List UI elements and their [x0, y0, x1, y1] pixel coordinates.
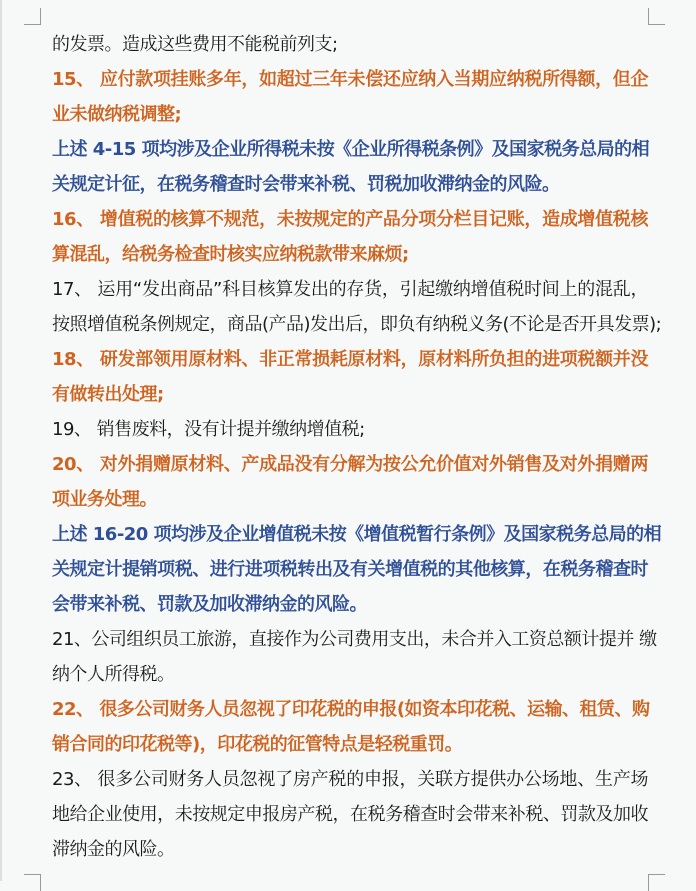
text-line: 22、 很多公司财务人员忽视了印花税的申报(如资本印花税、运输、租赁、购	[52, 699, 650, 720]
paragraph-normal	[52, 272, 662, 342]
paragraph-orange	[52, 447, 648, 517]
text-line: 算混乱，给税务检查时核实应纳税款带来麻烦;	[52, 244, 409, 265]
paragraph-normal	[52, 762, 648, 867]
text-line: 16、 增值税的核算不规范，未按规定的产品分项分栏目记账，造成增值税核	[52, 209, 648, 230]
text-line: 21、公司组织员工旅游，直接作为公司费用支出，未合并入工资总额计提并 缴	[52, 629, 657, 650]
text-line: 19、 销售废料，没有计提并缴纳增值税;	[52, 419, 365, 440]
text-line: 纳个人所得税。	[52, 664, 175, 685]
text-line: 23、 很多公司财务人员忽视了房产税的申报，关联方提供办公场地、生产场	[52, 769, 648, 790]
page-edge	[0, 0, 2, 881]
text-line: 关规定计提销项税、进行进项税转出及有关增值税的其他核算，在税务稽查时	[52, 559, 648, 580]
text-line: 18、 研发部领用原材料、非正常损耗原材料，原材料所负担的进项税额并没	[52, 349, 648, 370]
text-line: 15、 应付款项挂账多年，如超过三年未偿还应纳入当期应纳税所得额，但企	[52, 69, 648, 90]
text-line: 会带来补税、罚款及加收滞纳金的风险。	[52, 594, 367, 615]
paragraph-normal	[52, 412, 648, 447]
text-line: 的发票。造成这些费用不能税前列支;	[52, 34, 338, 55]
text-line: 17、 运用“发出商品”科目核算发出的存货，引起缴纳增值税时间上的混乱，	[52, 279, 648, 300]
text-line: 地给企业使用，未按规定申报房产税，在税务稽查时会带来补税、罚款及加收	[52, 804, 648, 825]
text-line: 有做转出处理;	[52, 384, 164, 405]
text-line: 销合同的印花税等)，印花税的征管特点是轻税重罚。	[52, 734, 463, 755]
crop-mark-top-right	[648, 8, 665, 25]
crop-mark-bottom-left	[24, 874, 41, 891]
paragraph-normal	[52, 27, 648, 62]
paragraph-orange	[52, 342, 648, 412]
text-line: 关规定计征，在税务稽查时会带来补税、罚税加收滞纳金的风险。	[52, 174, 560, 195]
crop-mark-top-left	[24, 8, 41, 25]
text-line: 滞纳金的风险。	[52, 839, 175, 860]
text-line: 上述 16-20 项均涉及企业增值税未按《增值税暂行条例》及国家税务总局的相	[52, 524, 662, 545]
paragraph-orange	[52, 692, 648, 762]
text-line: 20、 对外捐赠原材料、产成品没有分解为按公允价值对外销售及对外捐赠两	[52, 454, 648, 475]
paragraph-normal	[52, 622, 657, 692]
paragraph-blue	[52, 132, 648, 202]
crop-mark-bottom-right	[648, 874, 665, 891]
paragraph-orange	[52, 62, 648, 132]
document-body	[52, 27, 662, 867]
text-line: 项业务处理。	[52, 489, 157, 510]
text-line: 上述 4-15 项均涉及企业所得税未按《企业所得税条例》及国家税务总局的相	[52, 139, 650, 160]
paragraph-blue	[52, 517, 662, 622]
paragraph-orange	[52, 202, 648, 272]
text-line: 按照增值税条例规定，商品(产品)发出后，即负有纳税义务(不论是否开具发票);	[52, 314, 662, 335]
text-line: 业未做纳税调整;	[52, 104, 182, 125]
